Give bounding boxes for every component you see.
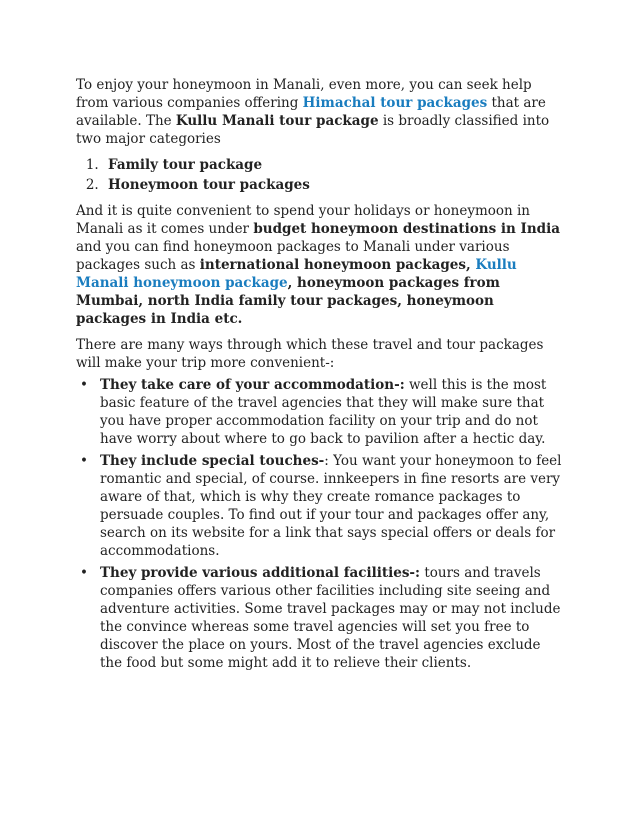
benefit-item-accommodation bbox=[80, 376, 566, 448]
categories-list bbox=[76, 156, 566, 194]
bullet-marker: • bbox=[80, 565, 88, 581]
intro-text-2: that are available. The bbox=[76, 95, 546, 129]
kullu-manali-tour-package-bold: Kullu Manali tour package bbox=[175, 113, 379, 129]
benefit-item-special-touches bbox=[80, 452, 566, 560]
benefit-item-additional-facilities bbox=[80, 564, 566, 672]
kullu-manali-honeymoon-link[interactable]: Kullu Manali honeymoon package bbox=[76, 257, 517, 291]
benefit-body: well this is the most basic feature of the travel agencies that they will make sure that you have proper accommodation facility on your trip and do not have worry about where to go back to pavilion after a hectic day. bbox=[100, 377, 547, 447]
packages-list-bold: , honeymoon packages from Mumbai, north India family tour packages, honeymoon packages in India etc. bbox=[76, 275, 500, 327]
bullet-marker: • bbox=[80, 453, 88, 469]
category-item-honeymoon: 2. Honeymoon tour packages bbox=[103, 176, 566, 194]
himachal-tour-packages-link[interactable]: Himachal tour packages bbox=[302, 95, 488, 111]
intro-paragraph bbox=[76, 76, 566, 148]
benefits-list bbox=[76, 376, 566, 672]
intro-text-3: is broadly classified into two major categories bbox=[76, 113, 550, 147]
budget-paragraph bbox=[76, 202, 566, 328]
para2-text-1: And it is quite convenient to spend your holidays or honeymoon in Manali as it comes under bbox=[76, 203, 530, 237]
international-packages-bold: international honeymoon packages, bbox=[199, 257, 476, 273]
benefit-title: They provide various additional facilities-: bbox=[100, 565, 421, 581]
benefit-title: They include special touches- bbox=[100, 453, 325, 469]
intro-text-1: To enjoy your honeymoon in Manali, even more, you can seek help from various companies offering bbox=[76, 77, 532, 111]
budget-destinations-bold: budget honeymoon destinations in India bbox=[253, 221, 560, 237]
benefit-title: They take care of your accommodation-: bbox=[100, 377, 405, 393]
ways-paragraph: There are many ways through which these travel and tour packages will make your trip more convenient-: bbox=[76, 337, 544, 371]
category-item-family: 1. Family tour package bbox=[103, 156, 566, 174]
bullet-marker: • bbox=[80, 377, 88, 393]
benefit-body: tours and travels companies offers various other facilities including site seeing and adventure activities. Some travel packages may or may not include the convince whereas some travel agencies will set you free to discover the place on yours. Most of the travel agencies exclude the food but some might add it to relieve their clients. bbox=[100, 565, 561, 671]
benefit-body: : You want your honeymoon to feel romantic and special, of course. innkeepers in fine resorts are very aware of that, which is why they create romance packages to persuade couples. To find out if your tour and packages offer any, search on its website for a link that says special offers or deals for accommodations. bbox=[100, 453, 562, 559]
para2-text-2: and you can find honeymoon packages to Manali under various packages such as bbox=[76, 239, 510, 273]
document-page bbox=[76, 76, 566, 676]
